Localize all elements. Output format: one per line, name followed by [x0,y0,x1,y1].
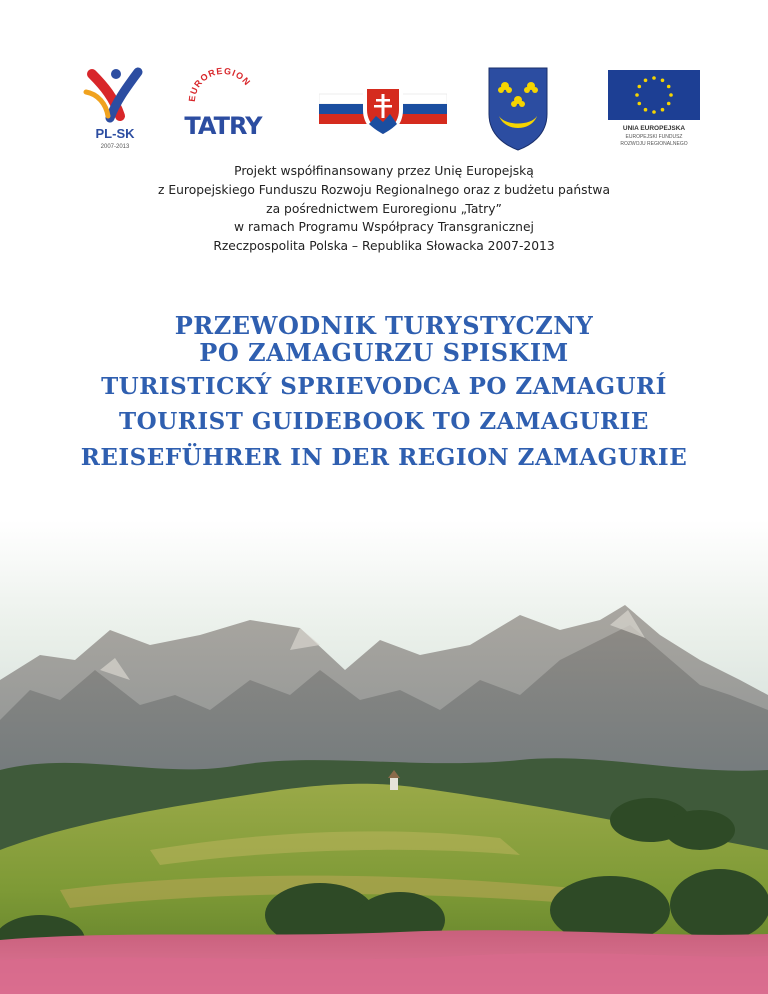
plsk-years: 2007-2013 [100,144,130,150]
tatra-mountains-landscape-photo [0,520,768,994]
plsk-label: PL-SK [95,126,135,141]
intro-line: z Europejskiego Funduszu Rozwoju Regionalnego oraz z budżetu państwa [158,182,610,197]
eu-label-line2: EUROPEJSKI FUNDUSZ [625,134,683,140]
intro-line: w ramach Programu Współpracy Transgranicznej [234,220,534,235]
plsk-program-logo [76,64,154,156]
euroregion-arc-text: EUROREGION [186,65,253,103]
title-polish-line2: PO ZAMAGURZU SPISKIM [199,338,569,367]
title-english: TOURIST GUIDEBOOK TO ZAMAGURIE [119,408,649,435]
logo-row [0,60,768,160]
eu-fund-logo [604,64,704,152]
eu-label-line3: ROZWOJU REGIONALNEGO [620,141,688,147]
intro-line: Rzeczpospolita Polska – Republika Słowacka 2007-2013 [213,239,555,254]
title-german: REISEFÜHRER IN DER REGION ZAMAGURIE [80,444,688,471]
municipal-coat-of-arms [485,64,551,152]
intro-line: za pośrednictwem Euroregionu „Tatry” [266,201,502,216]
tatry-name: TATRY [184,112,262,140]
intro-line: Projekt współfinansowany przez Unię Europejską [234,164,534,178]
eu-label-line1: UNIA EUROPEJSKA [622,125,686,132]
guidebook-titles [20,312,748,476]
title-polish-line1: PRZEWODNIK TURYSTYCZNY [174,311,594,340]
cofinancing-statement [60,162,708,256]
euroregion-tatry-logo [183,64,263,154]
title-slovak: TURISTICKÝ SPRIEVODCA PO ZAMAGURÍ [101,373,667,400]
slovak-flag-logo [319,80,447,146]
